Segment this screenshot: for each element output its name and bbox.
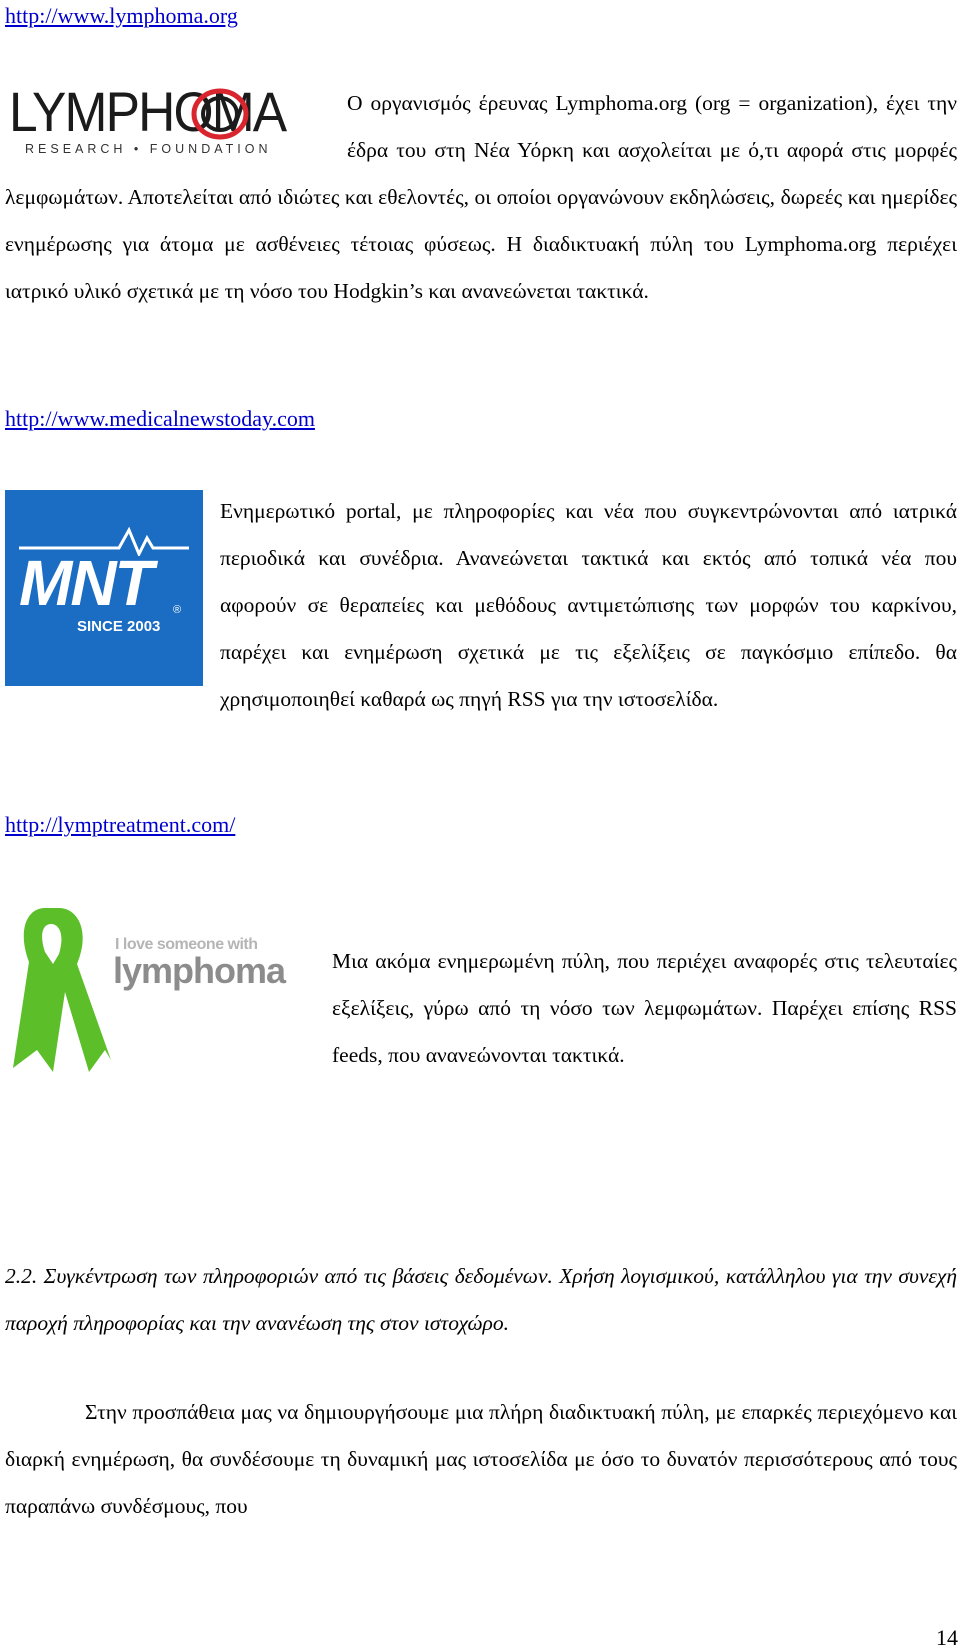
ribbon-logo-wordmark: lymphoma (113, 950, 286, 991)
intro-paragraph: Στην προσπάθεια μας να δημιουργήσουμε μια πλήρη διαδικτυακή πύλη, με επαρκές περιεχόμενο και διαρκή ενημέρωση, θα συνδέσουμε τη δυναμική μας ιστοσελίδα με όσο το δυνατόν περισσότερους από τους παραπάνω συνδέσμους, που (5, 1400, 957, 1518)
lymphoma-logo-subtitle: RESEARCH • FOUNDATION (25, 142, 272, 156)
mnt-logo-since: SINCE 2003 (77, 618, 161, 635)
page-number: 14 (936, 1625, 958, 1650)
lymphoma-logo-wordmark: LYMPHOMA (9, 80, 286, 143)
medicalnewstoday-link[interactable]: http://www.medicalnewstoday.com (5, 406, 315, 431)
mnt-logo (5, 490, 203, 686)
section-heading: 2.2. Συγκέντρωση των πληροφοριών από τις βάσεις δεδομένων. Χρήση λογισμικού, κατάλληλου για την συνεχή παροχή πληροφορίας και την ανανέωση της στον ιστοχώρο. (5, 1264, 957, 1335)
lymphoma-research-foundation-logo (5, 80, 330, 160)
lymphoma-logo-ring-icon (188, 86, 252, 142)
mnt-logo-wordmark: MNT (19, 547, 152, 619)
lymphoma-description: Ο οργανισμός έρευνας Lymphoma.org (org = organization), έχει την έδρα του στη Νέα Υόρκη και ασχολείται με ό,τι αφορά στις μορφές λεμφωμάτων. Αποτελείται από ιδιώτες και εθελοντές, οι οποίοι οργανώνουν εκδηλώσεις, δωρεές και ημερίδες ενημέρωσης για άτομα με ασθένειες τέτοιας φύσεως. Η διαδικτυακή πύλη του Lymphoma.org περιέχει ιατρικό υλικό σχετικά με τη νόσο του Hodgkin’s και ανανεώνεται τακτικά. (5, 91, 957, 303)
lymphoma-section (5, 80, 957, 315)
registered-mark: ® (173, 604, 182, 616)
lymptreatment-section (5, 938, 957, 1079)
lymptreatment-description: Μια ακόμα ενημερωμένη πύλη, που περιέχει αναφορές στις τελευταίες εξελίξεις, γύρω από τη νόσο των λεμφωμάτων. Παρέχει επίσης RSS feeds, που ανανεώνονται τακτικά. (332, 949, 957, 1067)
lymphoma-ribbon-logo (5, 896, 315, 1066)
mnt-section (5, 488, 957, 723)
lymptreatment-link[interactable]: http://lymptreatment.com/ (5, 812, 236, 837)
awareness-ribbon-icon (7, 900, 117, 1076)
ribbon-logo-tagline: I love someone with (115, 936, 258, 953)
mnt-description: Ενημερωτικό portal, με πληροφορίες και νέα που συγκεντρώνονται από ιατρικά περιοδικά και συνέδρια. Ανανεώνεται τακτικά και εκτός από τοπικά νέα που αφορούν σε θεραπείες και μεθόδους αντιμετώπισης των μορφών του καρκίνου, παρέχει και ενημέρωση σχετικά με τις εξελίξεις σε παγκόσμιο επίπεδο. θα χρησιμοποιηθεί καθαρά ως πηγή RSS για την ιστοσελίδα. (220, 499, 957, 711)
lymphoma-link[interactable]: http://www.lymphoma.org (5, 3, 238, 28)
